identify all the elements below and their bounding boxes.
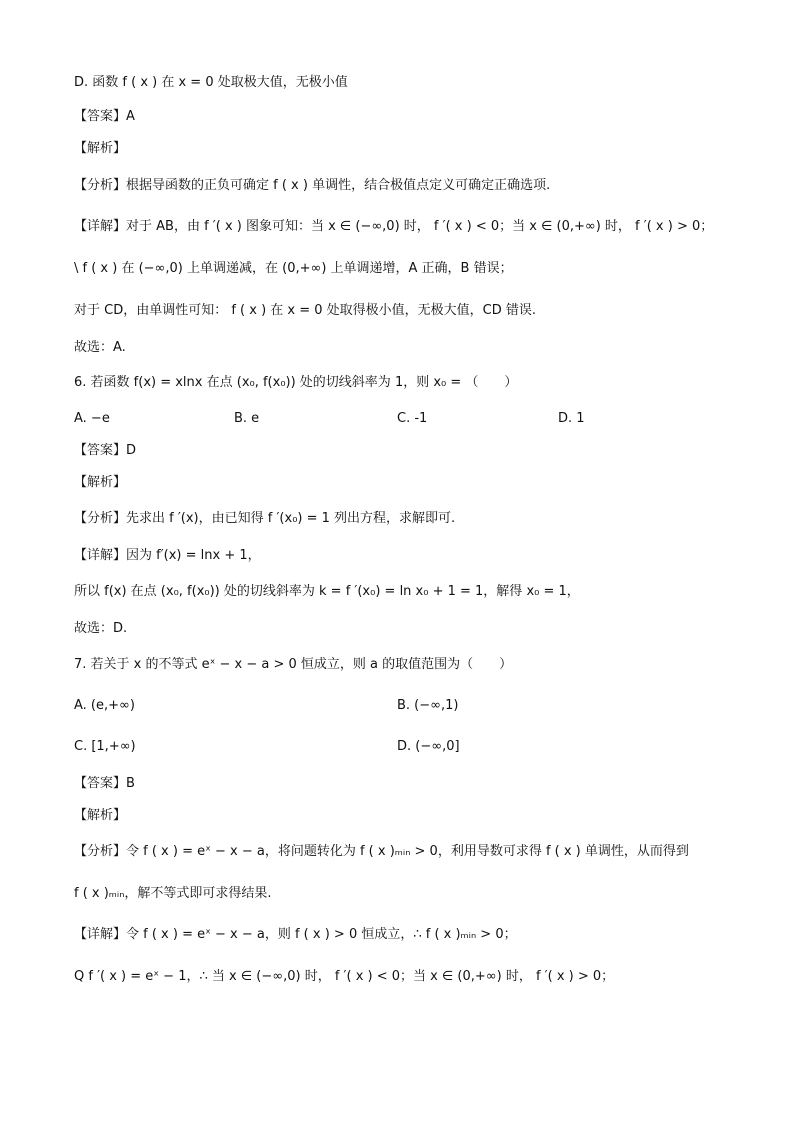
analysis-text: f ( x )ₘᵢₙ，解不等式即可求得结果.: [74, 886, 272, 901]
q6-option-a: A. −e: [74, 411, 110, 426]
analysis-text: 【分析】先求出 f ′(x)，由已知得 f ′(x₀) = 1 列出方程，求解即可.: [74, 511, 456, 526]
option-d-text: D. 函数 f ( x ) 在 x = 0 处取极大值，无极小值: [74, 75, 348, 90]
detail-text: 所以 f(x) 在点 (x₀, f(x₀)) 处的切线斜率为 k = f ′(x₀) = ln x₀ + 1 = 1，解得 x₀ = 1，: [74, 584, 580, 599]
conclusion-text: 故选：D.: [74, 621, 128, 636]
answer-label: 【答案】D: [74, 443, 137, 458]
analysis-label: 【解析】: [74, 475, 127, 490]
detail-text: \ f ( x ) 在 (−∞,0) 上单调递减，在 (0,+∞) 上单调递增，A 正确，B 错误；: [74, 261, 513, 276]
detail-text: Q f ′( x ) = eˣ − 1，∴ 当 x ∈ (−∞,0) 时， f ′( x ) < 0；当 x ∈ (0,+∞) 时， f ′( x ) > 0；: [74, 969, 615, 984]
analysis-label: 【解析】: [74, 808, 127, 823]
detail-text: 【详解】令 f ( x ) = eˣ − x − a，则 f ( x ) > 0 恒成立，∴ f ( x )ₘᵢₙ > 0；: [74, 927, 517, 942]
q7-option-b: B. (−∞,1): [397, 698, 459, 713]
q6-option-c: C. -1: [397, 411, 428, 426]
q6-option-b: B. e: [234, 411, 260, 426]
q7-option-d: D. (−∞,0]: [397, 739, 460, 754]
q7-option-a: A. (e,+∞): [74, 698, 135, 713]
detail-text: 【详解】对于 AB，由 f ′( x ) 图象可知：当 x ∈ (−∞,0) 时， f ′( x ) < 0；当 x ∈ (0,+∞) 时， f ′( x ) > 0；: [74, 219, 714, 234]
answer-label: 【答案】A: [74, 109, 135, 124]
detail-text: 【详解】因为 f′(x) = lnx + 1，: [74, 548, 261, 563]
analysis-label: 【解析】: [74, 141, 127, 156]
detail-text: 对于 CD，由单调性可知： f ( x ) 在 x = 0 处取得极小值，无极大值，CD 错误.: [74, 303, 537, 318]
q6-option-d: D. 1: [558, 411, 585, 426]
answer-label: 【答案】B: [74, 776, 135, 791]
q7-option-c: C. [1,+∞): [74, 739, 136, 754]
conclusion-text: 故选：A.: [74, 340, 126, 355]
question-7-text: 7. 若关于 x 的不等式 eˣ − x − a > 0 恒成立，则 a 的取值范围为（ ）: [74, 657, 513, 672]
question-6-text: 6. 若函数 f(x) = xlnx 在点 (x₀, f(x₀)) 处的切线斜率为 1，则 x₀ = （ ）: [74, 375, 518, 390]
analysis-text: 【分析】根据导函数的正负可确定 f ( x ) 单调性，结合极值点定义可确定正确选项.: [74, 178, 551, 193]
analysis-text: 【分析】令 f ( x ) = eˣ − x − a，将问题转化为 f ( x )ₘᵢₙ > 0，利用导数可求得 f ( x ) 单调性，从而得到: [74, 844, 689, 859]
